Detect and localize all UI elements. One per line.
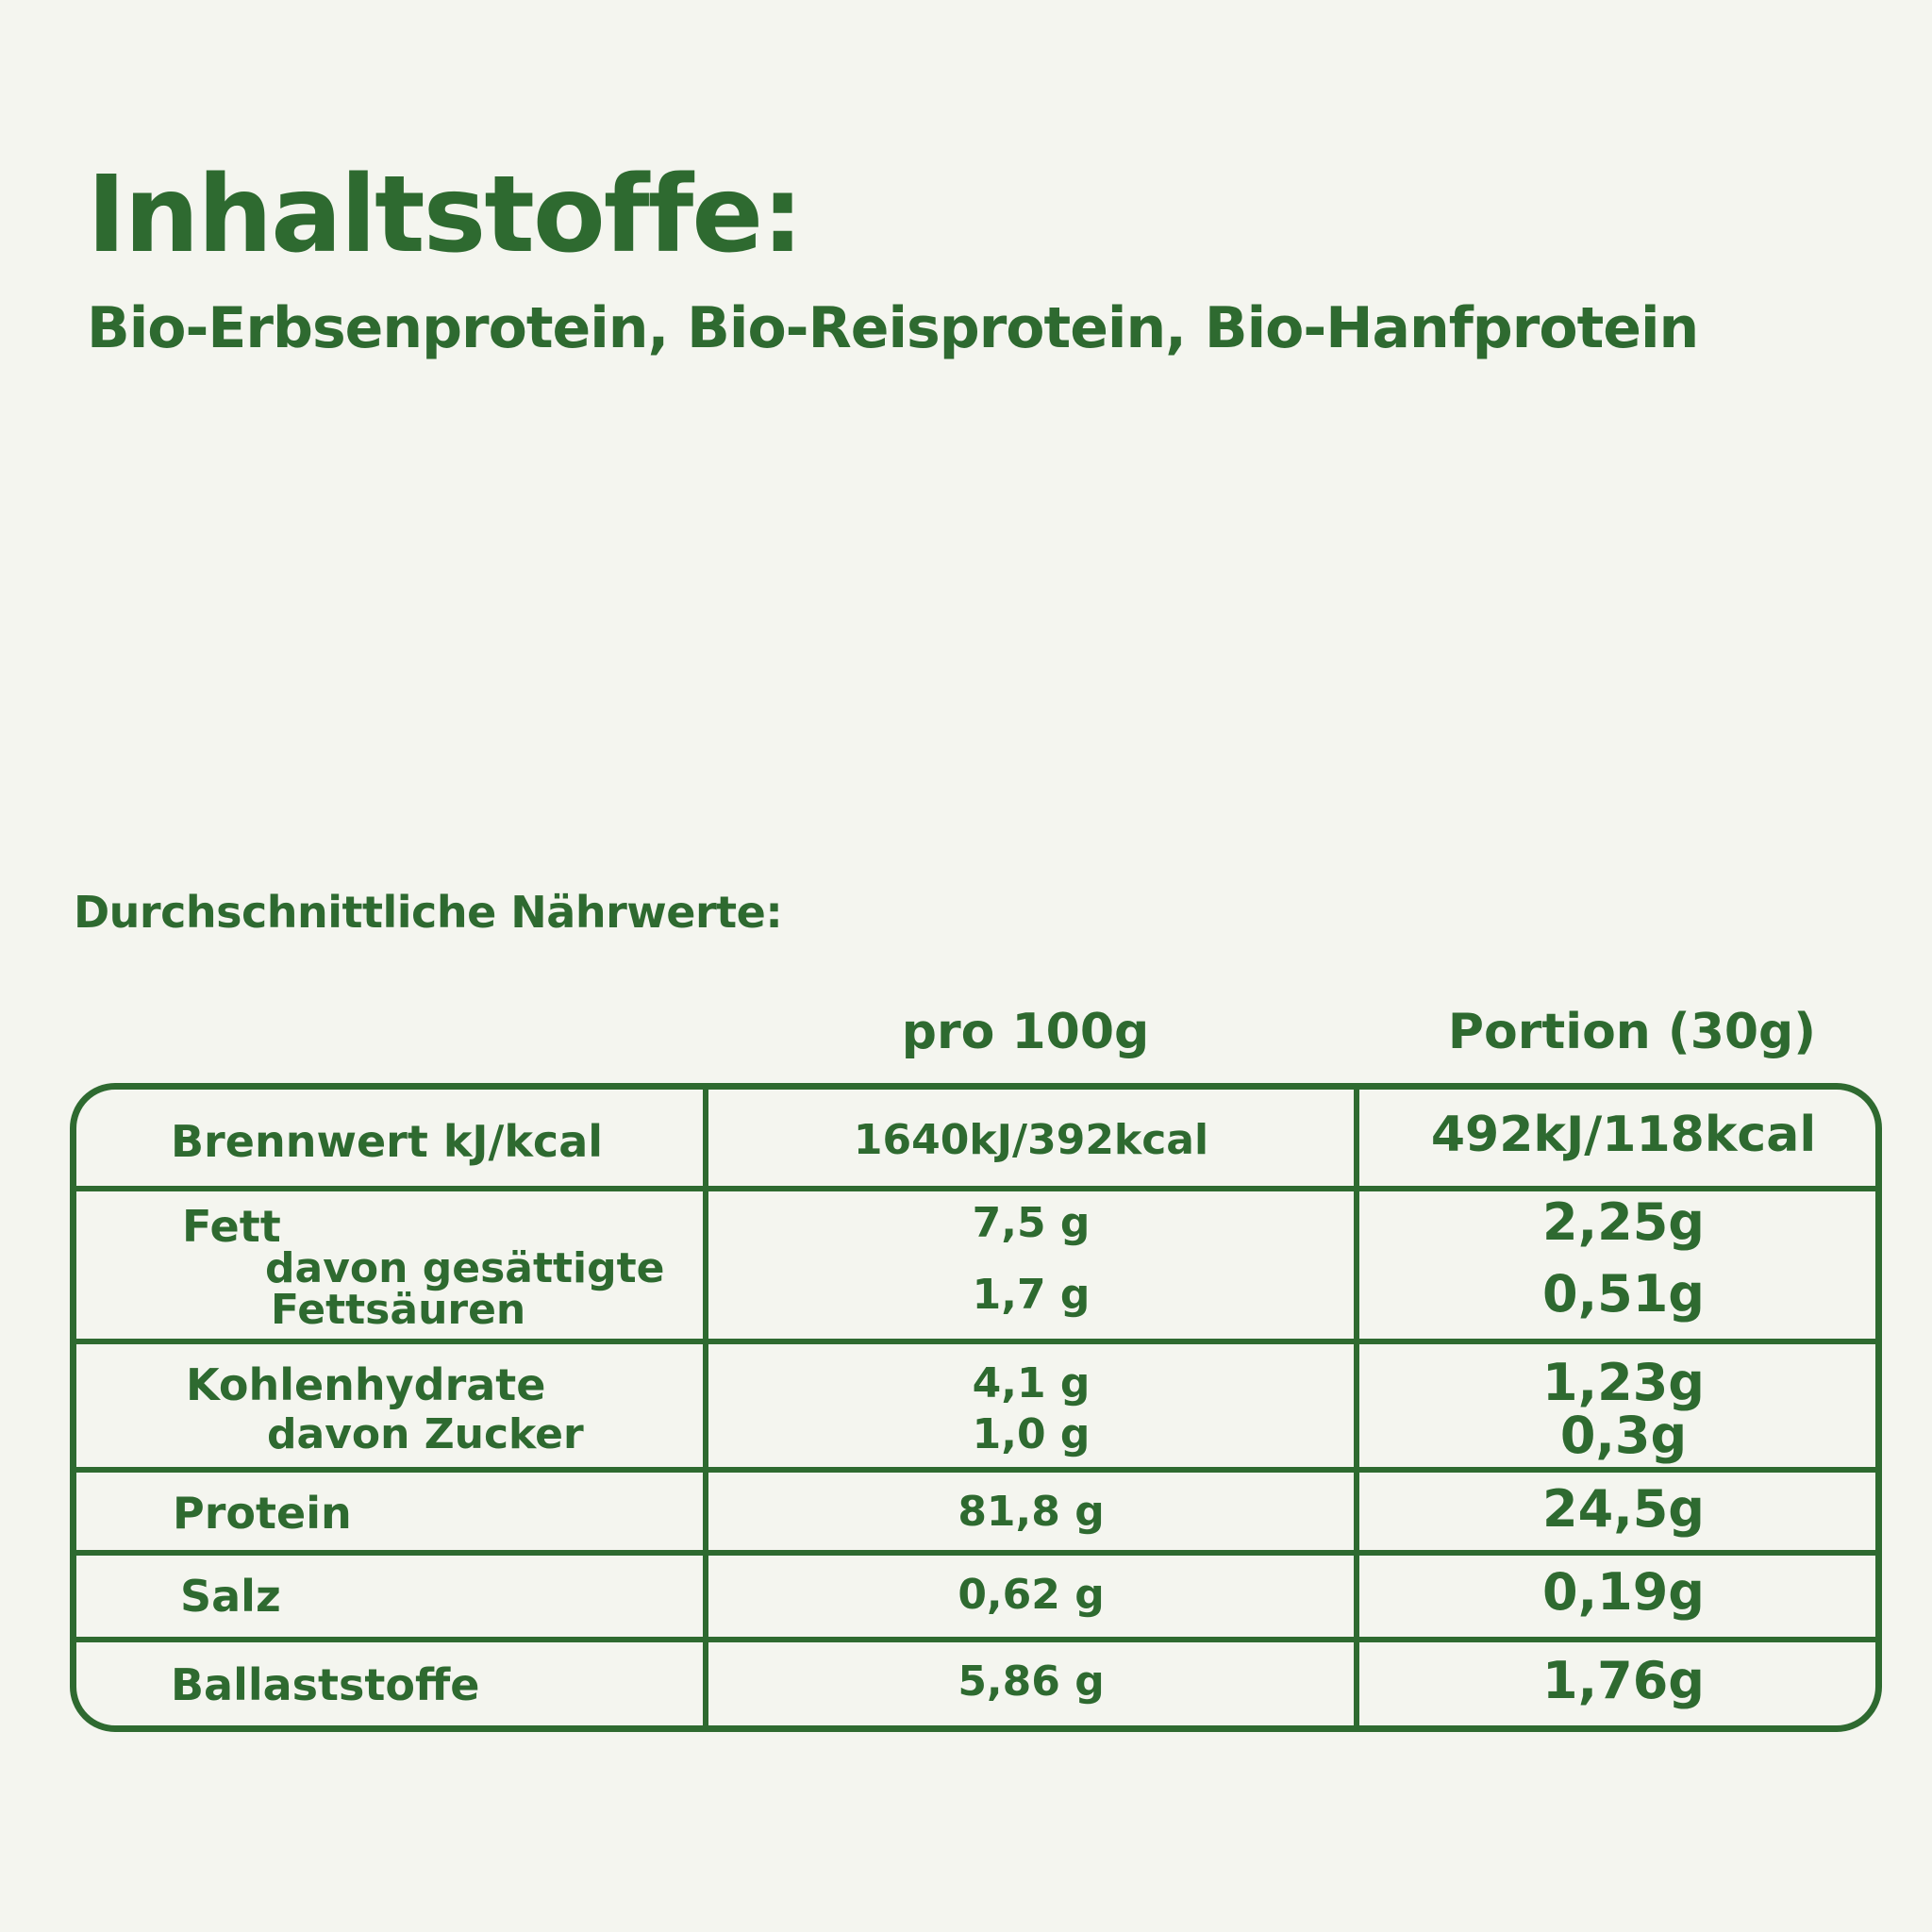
value-portion-carbs: 1,23g [1542, 1353, 1705, 1412]
value-portion-salt: 0,19g [1542, 1562, 1705, 1622]
row-label-fat: Fett [182, 1201, 281, 1252]
value-per100-energy: 1640kJ/392kcal [853, 1116, 1209, 1164]
row-label-energy: Brennwert kJ/kcal [171, 1116, 604, 1167]
column-header-portion: Portion (30g) [1447, 1004, 1817, 1060]
nutrition-heading: Durchschnittliche Nährwerte: [74, 887, 783, 938]
value-per100-carbs: 4,1 g [972, 1359, 1091, 1407]
value-portion-sugar: 0,3g [1559, 1406, 1688, 1465]
value-per100-salt: 0,62 g [958, 1571, 1105, 1619]
page-title: Inhaltstoffe: [87, 154, 802, 276]
ingredients-list: Bio-Erbsenprotein, Bio-Reisprotein, Bio-Hanfprotein [87, 295, 1699, 361]
value-per100-saturated: 1,7 g [972, 1271, 1091, 1319]
row-divider [76, 1467, 1875, 1473]
row-label-salt: Salz [180, 1571, 281, 1622]
value-per100-fiber: 5,86 g [958, 1657, 1105, 1706]
nutrition-table [70, 1083, 1882, 1732]
row-divider [76, 1637, 1875, 1642]
value-portion-saturated: 0,51g [1542, 1264, 1705, 1324]
value-portion-protein: 24,5g [1542, 1479, 1705, 1539]
value-portion-fat: 2,25g [1542, 1192, 1705, 1252]
row-label-saturated-line1: davon gesättigte [265, 1244, 665, 1292]
value-portion-fiber: 1,76g [1542, 1651, 1705, 1710]
row-divider [76, 1186, 1875, 1191]
row-divider [76, 1550, 1875, 1556]
value-per100-protein: 81,8 g [958, 1488, 1105, 1536]
column-header-per-100g: pro 100g [901, 1004, 1150, 1060]
value-portion-energy: 492kJ/118kcal [1430, 1107, 1817, 1163]
row-label-protein: Protein [173, 1488, 352, 1539]
value-per100-sugar: 1,0 g [972, 1410, 1091, 1458]
row-label-carbs: Kohlenhydrate [186, 1359, 546, 1410]
value-per100-fat: 7,5 g [972, 1199, 1091, 1247]
row-divider [76, 1339, 1875, 1344]
row-label-saturated-line2: Fettsäuren [271, 1286, 526, 1334]
row-label-sugar: davon Zucker [267, 1410, 584, 1458]
row-label-fiber: Ballaststoffe [171, 1659, 480, 1710]
